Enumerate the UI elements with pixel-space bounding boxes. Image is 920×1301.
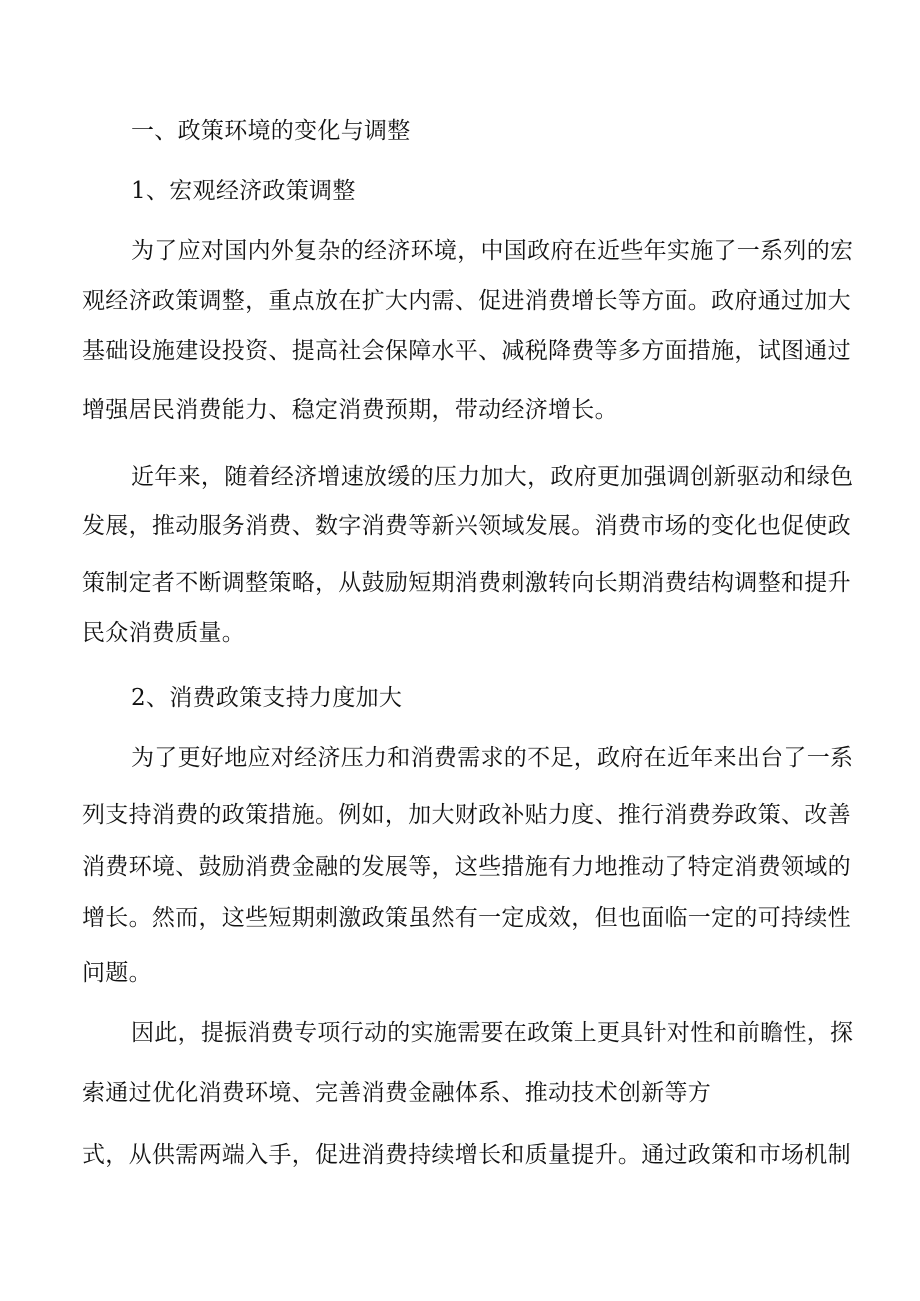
paragraph-line: 问题。 bbox=[82, 960, 152, 986]
subsection-heading: 2、消费政策支持力度加大 bbox=[131, 685, 403, 711]
paragraph-line: 基础设施建设投资、提高社会保障水平、减税降费等多方面措施，试图通过 bbox=[82, 338, 851, 364]
subsection-heading: 1、宏观经济政策调整 bbox=[131, 178, 356, 204]
paragraph-line: 为了应对国内外复杂的经济环境，中国政府在近些年实施了一系列的宏 bbox=[131, 238, 854, 264]
paragraph-line: 近年来，随着经济增速放缓的压力加大，政府更加强调创新驱动和绿色 bbox=[131, 464, 854, 490]
paragraph-line: 增长。然而，这些短期刺激政策虽然有一定成效，但也面临一定的可持续性 bbox=[82, 905, 851, 931]
paragraph-line: 索通过优化消费环境、完善消费金融体系、推动技术创新等方 bbox=[82, 1080, 712, 1106]
paragraph-line: 观经济政策调整，重点放在扩大内需、促进消费增长等方面。政府通过加大 bbox=[82, 288, 851, 314]
section-heading: 一、政策环境的变化与调整 bbox=[131, 118, 411, 144]
paragraph-line: 发展，推动服务消费、数字消费等新兴领域发展。消费市场的变化也促使政 bbox=[82, 513, 851, 539]
paragraph-line: 消费环境、鼓励消费金融的发展等，这些措施有力地推动了特定消费领域的 bbox=[82, 854, 851, 880]
paragraph-line: 为了更好地应对经济压力和消费需求的不足，政府在近年来出台了一系 bbox=[131, 745, 854, 771]
paragraph-line: 式，从供需两端入手，促进消费持续增长和质量提升。通过政策和市场机制 bbox=[82, 1142, 851, 1168]
paragraph-line: 策制定者不断调整策略，从鼓励短期消费刺激转向长期消费结构调整和提升 bbox=[82, 570, 851, 596]
paragraph-line: 列支持消费的政策措施。例如，加大财政补贴力度、推行消费券政策、改善 bbox=[82, 802, 851, 828]
paragraph-line: 因此，提振消费专项行动的实施需要在政策上更具针对性和前瞻性，探 bbox=[131, 1020, 854, 1046]
paragraph-line: 民众消费质量。 bbox=[82, 620, 246, 646]
paragraph-line: 增强居民消费能力、稳定消费预期，带动经济增长。 bbox=[82, 397, 618, 423]
